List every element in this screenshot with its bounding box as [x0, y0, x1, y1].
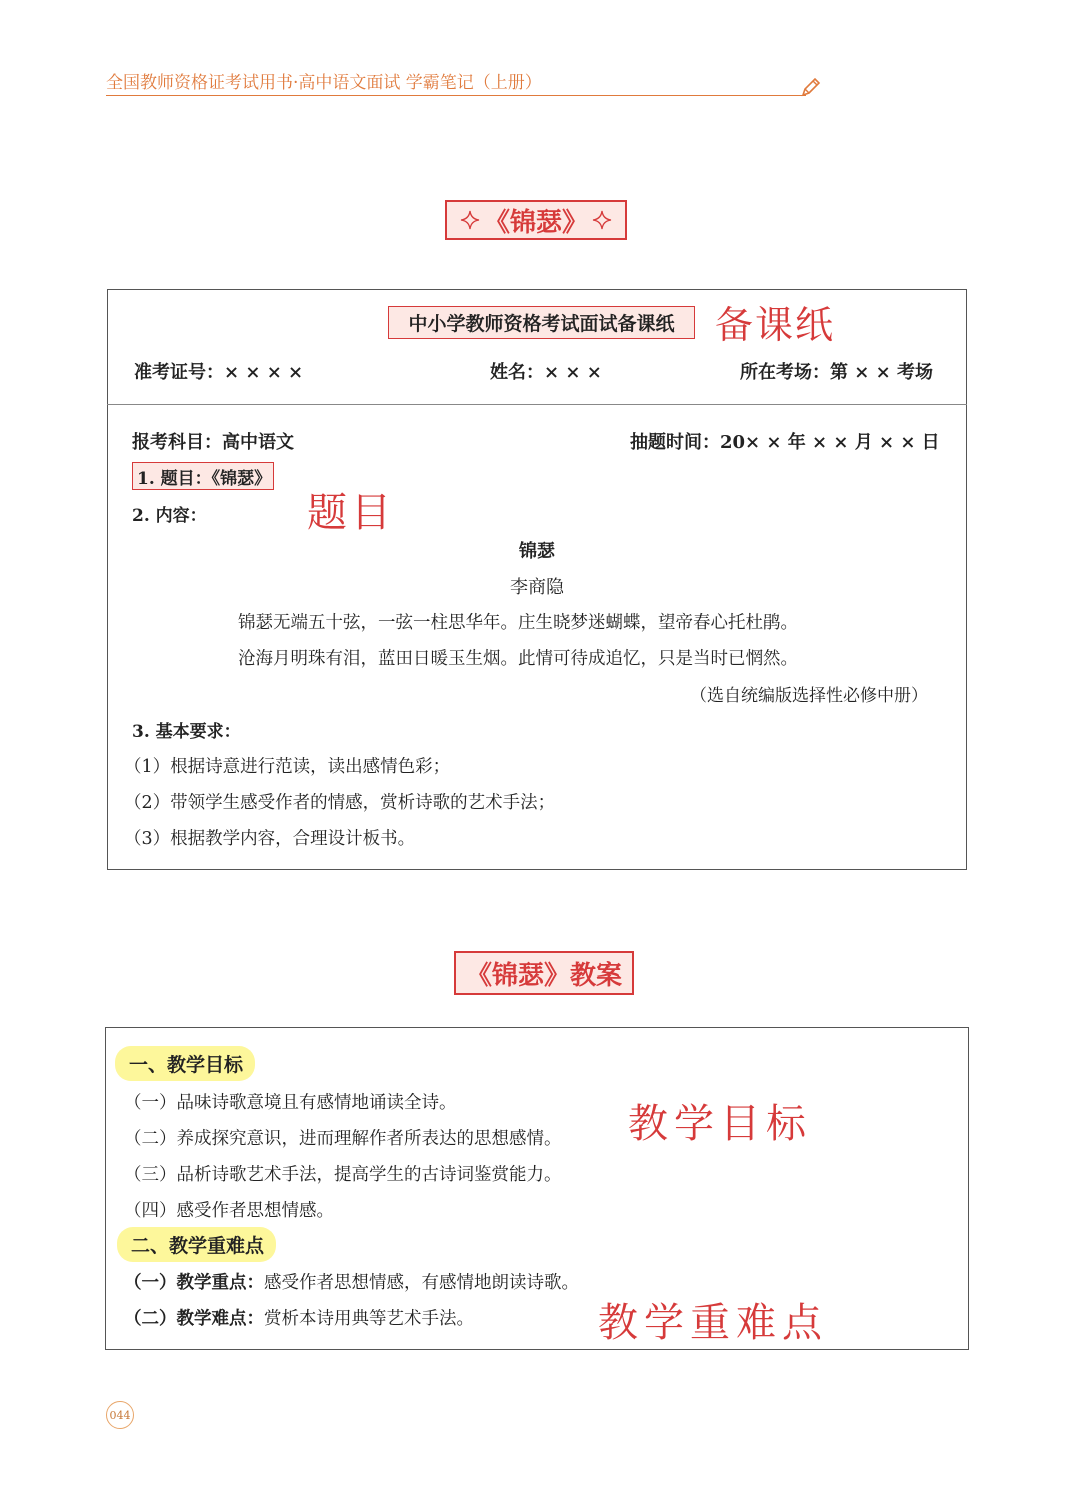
book-title: 全国教师资格证考试用书·高中语文面试 学霸笔记（上册）	[106, 73, 542, 93]
sparkle-icon	[460, 210, 480, 230]
paper-title: 中小学教师资格考试面试备课纸	[388, 306, 695, 339]
handwritten-note-key-points: 教学重难点	[598, 1300, 828, 1346]
key-point-row	[124, 1269, 579, 1294]
goal-item: （四）感受作者思想情感。	[124, 1201, 334, 1221]
draw-time: 抽题时间：20× × 年 × × 月 × × 日	[630, 432, 940, 453]
difficulty-row	[124, 1305, 474, 1330]
question-title: 1. 题目：《锦瑟》	[132, 462, 274, 490]
handwritten-note-goals: 教学目标	[628, 1101, 812, 1147]
requirement-item: （1）根据诗意进行范读，读出感情色彩；	[124, 757, 451, 777]
poem-title: 锦瑟	[519, 541, 555, 562]
exam-room: 所在考场：第 × × 考场	[740, 362, 933, 383]
difficulty-text: 赏析本诗用典等艺术手法。	[264, 1309, 474, 1329]
header-rule	[106, 95, 806, 96]
key-point-label: （一）教学重点：	[124, 1273, 264, 1293]
key-point-text: 感受作者思想情感，有感情地朗读诗歌。	[264, 1273, 579, 1293]
content-label: 2. 内容：	[132, 506, 207, 526]
section-title-text: 《锦瑟》	[483, 207, 588, 238]
poem-author: 李商隐	[510, 577, 564, 598]
exam-paper-divider	[107, 404, 967, 405]
poem-line: 锦瑟无端五十弦，一弦一柱思华年。庄生晓梦迷蝴蝶，望帝春心托杜鹃。	[238, 613, 798, 633]
difficulty-label: （二）教学难点：	[124, 1309, 264, 1329]
section-title-poem	[445, 200, 627, 240]
poem-line: 沧海月明珠有泪，蓝田日暖玉生烟。此情可待成追忆，只是当时已惘然。	[238, 649, 798, 669]
goal-item: （二）养成探究意识，进而理解作者所表达的思想感情。	[124, 1129, 562, 1149]
page-number: 044	[106, 1401, 134, 1429]
candidate-name: 姓名：× × ×	[490, 362, 602, 383]
poem-source: （选自统编版选择性必修中册）	[690, 686, 928, 706]
candidate-id: 准考证号：× × × ×	[134, 362, 304, 383]
pencil-icon	[800, 76, 822, 98]
section-title-lesson-plan: 《锦瑟》教案	[454, 951, 634, 995]
goal-item: （一）品味诗歌意境且有感情地诵读全诗。	[124, 1093, 457, 1113]
goals-heading: 一、教学目标	[115, 1046, 255, 1081]
sparkle-icon	[592, 210, 612, 230]
requirement-item: （3）根据教学内容，合理设计板书。	[124, 829, 416, 849]
goal-item: （三）品析诗歌艺术手法，提高学生的古诗词鉴赏能力。	[124, 1165, 562, 1185]
exam-subject: 报考科目：高中语文	[132, 432, 294, 453]
requirement-item: （2）带领学生感受作者的情感，赏析诗歌的艺术手法；	[124, 793, 556, 813]
handwritten-note-title: 题目	[307, 490, 395, 536]
key-points-heading: 二、教学重难点	[117, 1227, 276, 1262]
requirements-label: 3. 基本要求：	[132, 722, 241, 742]
handwritten-note-paper: 备课纸	[715, 303, 836, 347]
